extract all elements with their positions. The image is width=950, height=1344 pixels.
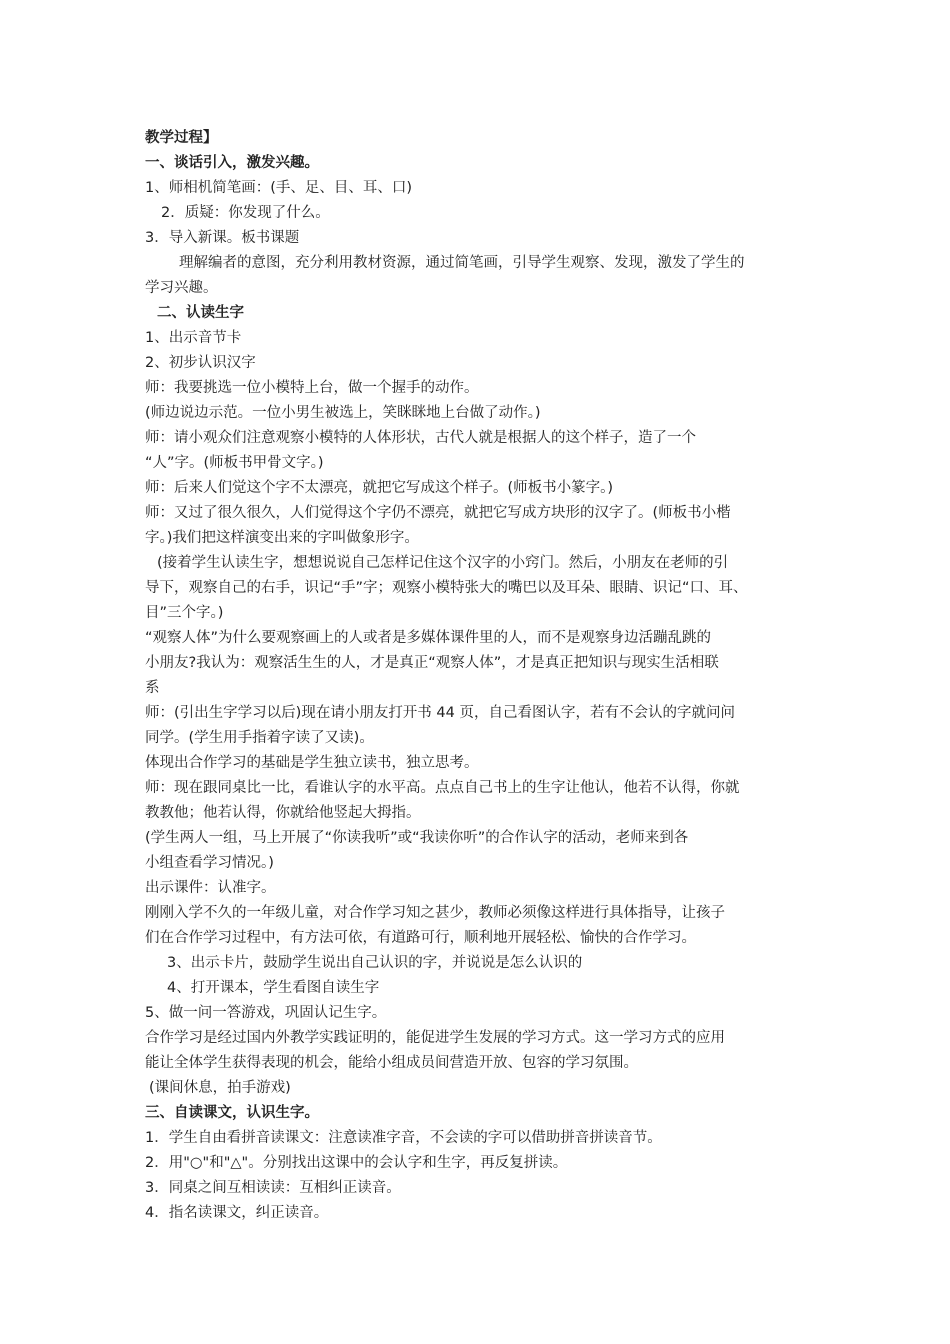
text-line: 1、出示音节卡 bbox=[145, 330, 242, 346]
text-line: 小朋友?我认为：观察活生生的人，才是真正“观察人体”，才是真正把知识与现实生活相联 bbox=[145, 655, 719, 671]
text-line: 1．学生自由看拼音读课文：注意读准字音，不会读的字可以借助拼音拼读音节。 bbox=[145, 1130, 662, 1146]
document-page bbox=[145, 126, 825, 1226]
text-line: 3．导入新课。板书课题 bbox=[145, 230, 300, 246]
text-line: 目”三个字。) bbox=[145, 605, 224, 621]
text-line: 4、打开课本，学生看图自读生字 bbox=[167, 980, 380, 996]
text-line: 小组查看学习情况。) bbox=[145, 855, 274, 871]
text-line: 师：现在跟同桌比一比，看谁认字的水平高。点点自己书上的生字让他认，他若不认得，你就 bbox=[145, 780, 740, 796]
text-line: 字。)我们把这样演变出来的字叫做象形字。 bbox=[145, 530, 419, 546]
text-line: 2．用"○"和"△"。分别找出这课中的会认字和生字，再反复拼读。 bbox=[145, 1155, 568, 1171]
text-line: (课间休息，拍手游戏) bbox=[149, 1080, 291, 1096]
text-line: 学习兴趣。 bbox=[145, 280, 218, 296]
text-line: 教教他；他若认得，你就给他竖起大拇指。 bbox=[145, 805, 421, 821]
text-line: 们在合作学习过程中，有方法可依，有道路可行，顺利地开展轻松、愉快的合作学习。 bbox=[145, 930, 696, 946]
text-line: 师：我要挑选一位小模特上台，做一个握手的动作。 bbox=[145, 380, 479, 396]
text-line: 师：后来人们觉这个字不太漂亮，就把它写成这个样子。(师板书小篆字。) bbox=[145, 480, 614, 496]
heading-1: 一、谈话引入，激发兴趣。 bbox=[145, 155, 319, 171]
text-line: 师：请小观众们注意观察小模特的人体形状，古代人就是根据人的这个样子，造了一个 bbox=[145, 430, 696, 446]
text-line: 刚刚入学不久的一年级儿童，对合作学习知之甚少，教师必须像这样进行具体指导，让孩子 bbox=[145, 905, 725, 921]
text-line: 合作学习是经过国内外教学实践证明的，能促进学生发展的学习方式。这一学习方式的应用 bbox=[145, 1030, 725, 1046]
text-line: 2．质疑：你发现了什么。 bbox=[161, 205, 330, 221]
text-line: 师：又过了很久很久，人们觉得这个字仍不漂亮，就把它写成方块形的汉字了。(师板书小楷 bbox=[145, 505, 731, 521]
text-line: (接着学生认读生字，想想说说自己怎样记住这个汉字的小窍门。然后，小朋友在老师的引 bbox=[157, 555, 729, 571]
text-line: “人”字。(师板书甲骨文字。) bbox=[145, 455, 324, 471]
text-line: 出示课件：认准字。 bbox=[145, 880, 276, 896]
heading-3: 三、自读课文，认识生字。 bbox=[145, 1105, 319, 1121]
text-line: 3．同桌之间互相读读：互相纠正读音。 bbox=[145, 1180, 401, 1196]
text-line: 1、师相机简笔画：(手、足、目、耳、口) bbox=[145, 180, 413, 196]
text-line: 5、做一问一答游戏，巩固认记生字。 bbox=[145, 1005, 387, 1021]
text-line: (师边说边示范。一位小男生被选上，笑眯眯地上台做了动作。) bbox=[145, 405, 541, 421]
text-line: (学生两人一组，马上开展了“你读我听”或“我读你听”的合作认字的活动，老师来到各 bbox=[145, 830, 689, 846]
text-line: 体现出合作学习的基础是学生独立读书，独立思考。 bbox=[145, 755, 479, 771]
text-line: 理解编者的意图，充分利用教材资源，通过简笔画，引导学生观察、发现，激发了学生的 bbox=[179, 255, 745, 271]
text-line: 3、出示卡片，鼓励学生说出自己认识的字，并说说是怎么认识的 bbox=[167, 955, 583, 971]
text-line: 2、初步认识汉字 bbox=[145, 355, 256, 371]
text-line: 系 bbox=[145, 680, 160, 696]
text-line: 师：(引出生字学习以后)现在请小朋友打开书 44 页，自己看图认字，若有不会认的字就问问 bbox=[145, 705, 735, 721]
text-line: 导下，观察自己的右手，识记“手”字；观察小模特张大的嘴巴以及耳朵、眼睛、识记“口、耳、 bbox=[145, 580, 748, 596]
text-line: 4．指名读课文，纠正读音。 bbox=[145, 1205, 329, 1221]
text-line: 能让全体学生获得表现的机会，能给小组成员间营造开放、包容的学习氛围。 bbox=[145, 1055, 638, 1071]
text-line: “观察人体”为什么要观察画上的人或者是多媒体课件里的人，而不是观察身边活蹦乱跳的 bbox=[145, 630, 712, 646]
text-line: 同学。(学生用手指着字读了又读)。 bbox=[145, 730, 374, 746]
section-title: 教学过程】 bbox=[145, 130, 218, 146]
heading-2: 二、认读生字 bbox=[157, 305, 244, 321]
